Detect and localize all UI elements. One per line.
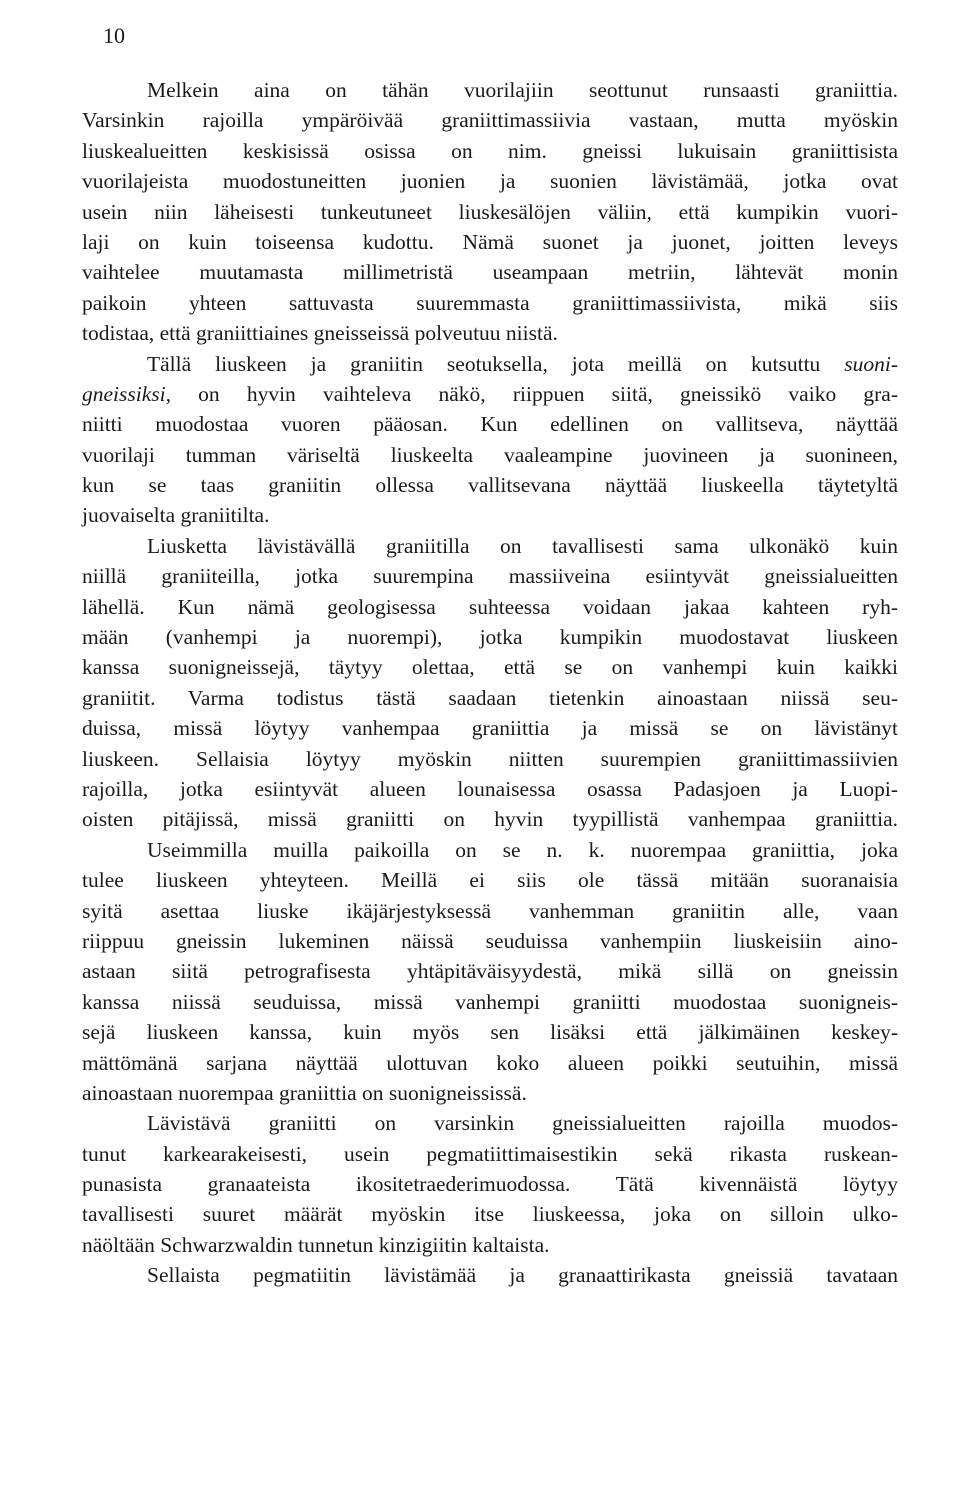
line-text: syitä asettaa liuske ikäjärjestyksessä vanhemman graniitin alle, vaan: [82, 898, 898, 923]
text-line: [82, 349, 898, 379]
line-text: Varsinkin rajoilla ympäröivää graniittimassiivia vastaan, mutta myöskin: [82, 108, 898, 133]
page-number: 10: [103, 23, 125, 48]
text-line: [82, 561, 898, 591]
text-line: [82, 744, 898, 774]
line-text: niillä graniiteilla, jotka suurempina massiiveina esiintyvät gneissialueitten: [82, 564, 898, 589]
text-line: [82, 531, 898, 561]
line-text: liuskealueitten keskisissä osissa on nim. gneissi lukuisain graniittisista: [82, 138, 898, 163]
line-text: Melkein aina on tähän vuorilajiin seottunut runsaasti graniittia.: [147, 78, 898, 102]
text-line: [82, 105, 898, 135]
line-text: niitti muodostaa vuoren pääosan. Kun edellinen on vallitseva, näyttää: [82, 412, 898, 437]
text-line: [82, 1139, 898, 1169]
text-line: [82, 318, 898, 348]
text-line: [82, 592, 898, 622]
line-text: rajoilla, jotka esiintyvät alueen lounaisessa osassa Padasjoen ja Luopi-: [82, 776, 898, 801]
line-text: vuorilajeista muodostuneitten juonien ja suonien lävistämää, jotka ovat: [82, 169, 898, 194]
text-line: [82, 683, 898, 713]
text-line: [82, 197, 898, 227]
line-text: Liusketta lävistävällä graniitilla on tavallisesti sama ulkonäkö kuin: [147, 533, 898, 558]
line-text: usein niin läheisesti tunkeutuneet liuskesälöjen väliin, että kumpikin vuori-: [82, 199, 898, 224]
text-line: [82, 896, 898, 926]
line-text: oisten pitäjissä, missä graniitti on hyvin tyypillistä vanhempaa graniittia.: [82, 807, 898, 832]
line-text: vuorilaji tumman väriseltä liuskeelta vaaleampine juovineen ja suonineen,: [82, 442, 898, 467]
italic-term: gneissiksi,: [82, 381, 171, 406]
text-line: [82, 804, 898, 834]
text-line: [82, 75, 898, 105]
line-text: kanssa suonigneissejä, täytyy olettaa, että se on vanhempi kuin kaikki: [82, 655, 898, 680]
line-text: punasista granaateista ikositetraederimuodossa. Tätä kivennäistä löytyy: [82, 1172, 898, 1197]
line-text: on hyvin vaihteleva näkö, riippuen siitä, gneissikö vaiko gra-: [170, 381, 898, 406]
text-line: [82, 956, 898, 986]
line-text: sejä liuskeen kanssa, kuin myös sen lisäksi että jälkimäinen keskey-: [82, 1020, 898, 1045]
text-line: [82, 257, 898, 287]
text-line: [82, 227, 898, 257]
text-line: [82, 652, 898, 682]
text-line: [82, 622, 898, 652]
line-text: Sellaista pegmatiitin lävistämää ja granaattirikasta gneissiä tavataan: [147, 1263, 898, 1288]
text-line: [82, 1230, 898, 1260]
text-line: [82, 835, 898, 865]
line-text: mättömänä sarjana näyttää ulottuvan koko alueen poikki seutuihin, missä: [82, 1050, 898, 1075]
text-line: [82, 379, 898, 409]
line-text: Lävistävä graniitti on varsinkin gneissialueitten rajoilla muodos-: [147, 1111, 898, 1136]
line-text: laji on kuin toiseensa kudottu. Nämä suonet ja juonet, joitten leveys: [82, 229, 898, 254]
text-line: [82, 409, 898, 439]
text-line: [82, 500, 898, 530]
italic-term: suoni-: [844, 351, 898, 376]
text-line: [82, 1260, 898, 1290]
line-text: Tällä liuskeen ja graniitin seotuksella, jota meillä on kutsuttu: [147, 351, 845, 376]
line-text: tavallisesti suuret määrät myöskin itse liuskeessa, joka on silloin ulko-: [82, 1202, 898, 1227]
text-line: [82, 470, 898, 500]
line-text: vaihtelee muutamasta millimetristä useampaan metriin, lähtevät monin: [82, 260, 898, 285]
text-line: [82, 136, 898, 166]
line-text: duissa, missä löytyy vanhempaa graniittia ja missä se on lävistänyt: [82, 716, 898, 741]
line-text: paikoin yhteen sattuvasta suuremmasta graniittimassiivista, mikä siis: [82, 290, 898, 315]
text-line: [82, 1078, 898, 1108]
line-text: kanssa niissä seuduissa, missä vanhempi graniitti muodostaa suonigneis-: [82, 989, 898, 1014]
text-line: [82, 926, 898, 956]
text-line: [82, 987, 898, 1017]
line-text: kun se taas graniitin ollessa vallitsevana näyttää liuskeella täytetyltä: [82, 473, 898, 498]
text-line: [82, 713, 898, 743]
line-text: todistaa, että graniittiaines gneisseissä polveutuu niistä.: [82, 321, 558, 346]
text-line: [82, 440, 898, 470]
text-line: [82, 1108, 898, 1138]
text-line: [82, 288, 898, 318]
text-line: [82, 1169, 898, 1199]
text-line: [82, 1048, 898, 1078]
line-text: juovaiselta graniitilta.: [82, 503, 270, 528]
line-text: tunut karkearakeisesti, usein pegmatiittimaisestikin sekä rikasta ruskean-: [82, 1141, 898, 1166]
line-text: astaan siitä petrografisesta yhtäpitäväisyydestä, mikä sillä on gneissin: [82, 959, 898, 984]
text-line: [82, 774, 898, 804]
text-line: [82, 865, 898, 895]
line-text: ainoastaan nuorempaa graniittia on suonigneississä.: [82, 1080, 527, 1105]
line-text: Useimmilla muilla paikoilla on se n. k. nuorempaa graniittia, joka: [147, 837, 898, 862]
line-text: lähellä. Kun nämä geologisessa suhteessa voidaan jakaa kahteen ryh-: [82, 594, 898, 619]
body-text: [82, 75, 898, 1291]
line-text: tulee liuskeen yhteyteen. Meillä ei siis ole tässä mitään suoranaisia: [82, 868, 898, 893]
text-line: [82, 1017, 898, 1047]
line-text: graniitit. Varma todistus tästä saadaan tietenkin ainoastaan niissä seu-: [82, 685, 898, 710]
text-line: [82, 1199, 898, 1229]
line-text: mään (vanhempi ja nuorempi), jotka kumpikin muodostavat liuskeen: [82, 625, 898, 650]
text-line: [82, 166, 898, 196]
line-text: liuskeen. Sellaisia löytyy myöskin niitten suurempien graniittimassiivien: [82, 746, 898, 771]
line-text: riippuu gneissin lukeminen näissä seuduissa vanhempiin liuskeisiin aino-: [82, 928, 898, 953]
line-text: näöltään Schwarzwaldin tunnetun kinzigiitin kaltaista.: [82, 1232, 550, 1257]
